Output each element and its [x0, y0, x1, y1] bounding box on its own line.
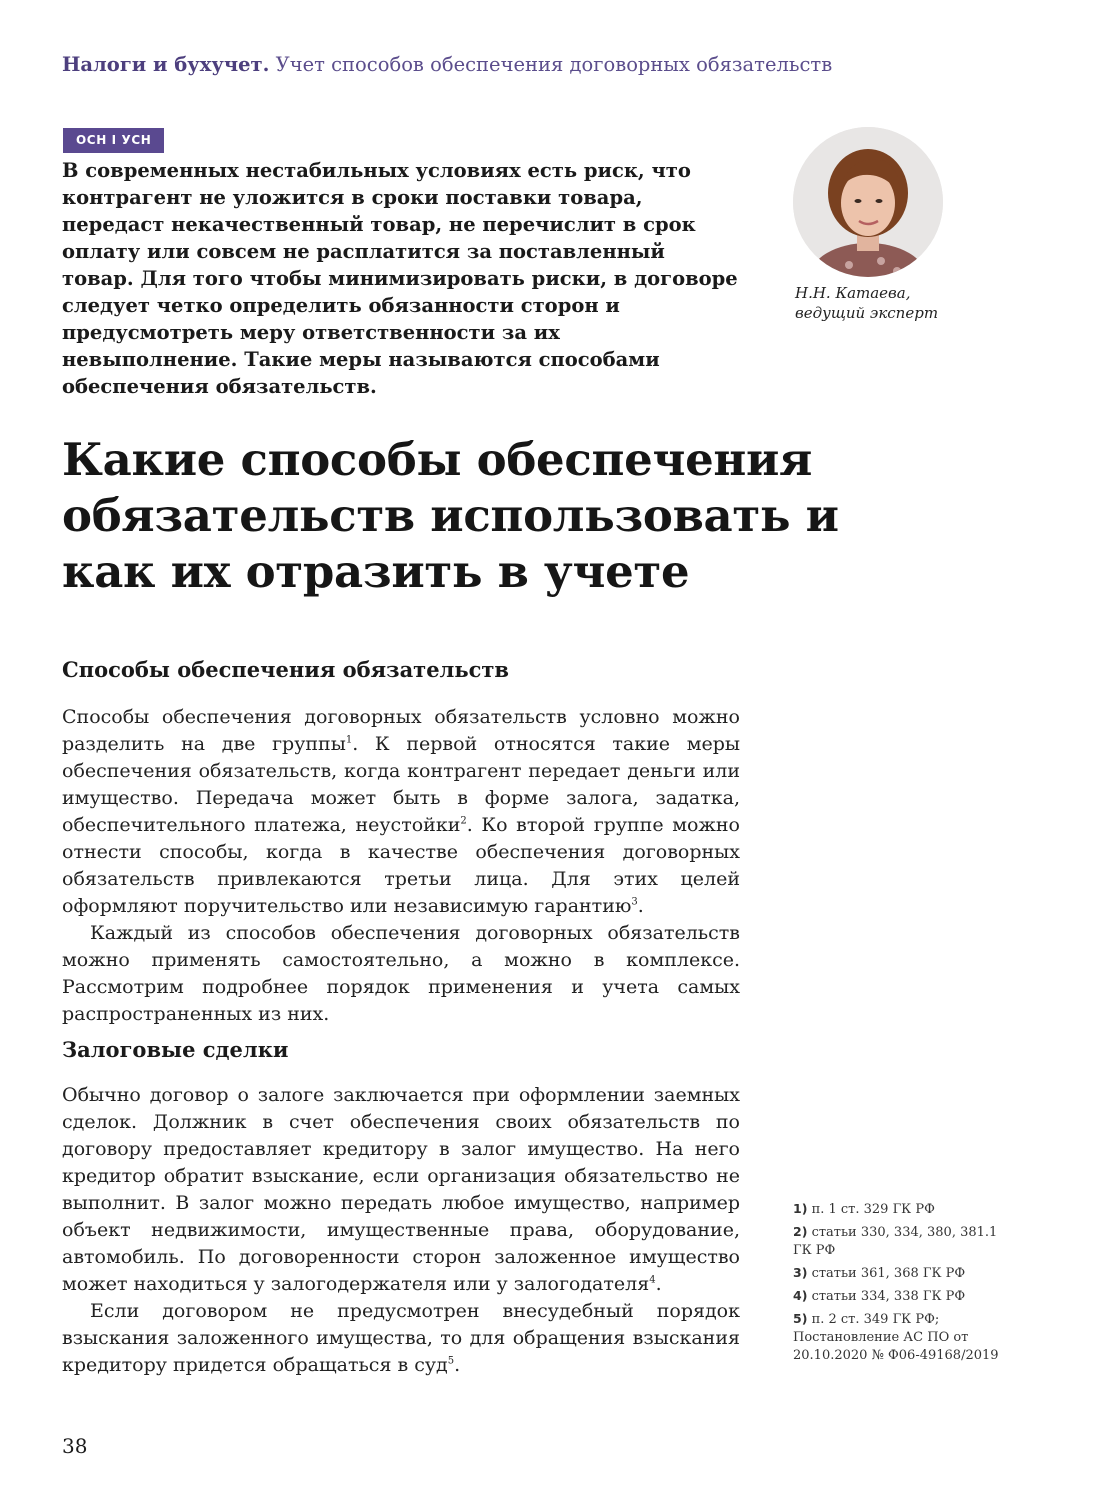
footnote: 3) статьи 361, 368 ГК РФ	[793, 1265, 966, 1281]
author-role: ведущий эксперт	[795, 304, 939, 322]
header-topic: Учет способов обеспечения договорных обязательств	[275, 53, 833, 76]
footnote: 2) статьи 330, 334, 380, 381.1 ГК РФ	[793, 1224, 998, 1258]
footnote-ref: 2	[460, 815, 467, 827]
footnote-ref: 4	[649, 1274, 656, 1286]
footnote: 5) п. 2 ст. 349 ГК РФ; Постановление АС ПО от 20.10.2020 № Ф06-49168/2019	[793, 1311, 999, 1363]
author-name: Н.Н. Катаева,	[795, 284, 911, 302]
footnotes	[793, 1200, 1013, 1369]
tax-regime-tag: ОСН I УСН	[63, 128, 164, 153]
section-heading-methods: Способы обеспечения обязательств	[62, 657, 510, 682]
section-body-pledge	[62, 1082, 740, 1379]
lead-paragraph: В современных нестабильных условиях есть риск, что контрагент не уложится в сроки поставки товара, передаст некачественный товар, не перечислит в срок оплату или совсем не расплатится за поставленный товар. Для того чтобы минимизировать риски, в договоре следует четко определить обязанности сторон и предусмотреть меру ответственности за их невыполнение. Такие меры называются способами обеспечения обязательств.	[62, 159, 738, 398]
paragraph: Обычно договор о залоге заключается при оформлении заемных сделок. Должник в счет обеспечения своих обязательств по договору предоставляет кредитору в залог имущество. На него кредитор обратит взыскание, если организация обязательство не выполнит. В залог можно передать любое имущество, например объект недвижимости, имущественные права, оборудование, автомобиль. По договоренности сторон заложенное имущество может находиться у залогодержателя или у залогодателя$^4$.	[62, 1084, 740, 1295]
section-heading-pledge: Залоговые сделки	[62, 1037, 289, 1062]
header-section: Налоги и бухучет.	[62, 53, 270, 76]
page-number: 38	[62, 1434, 88, 1458]
paragraph: Способы обеспечения договорных обязательств условно можно разделить на две группы$^1$. К первой относятся такие меры обеспечения обязательств, когда контрагент передает деньги или имущество. Передача может быть в форме залога, задатка, обеспечительного платежа, неустойки$^2$. Ко второй группе можно отнести способы, когда в качестве обеспечения договорных обязательств привлекаются третьи лица. Для этих целей оформляют поручительство или независимую гарантию$^3$.	[62, 706, 740, 917]
paragraph: Если договором не предусмотрен внесудебный порядок взыскания заложенного имущества, то для обращения взыскания кредитору придется обращаться в суд$^5$.	[62, 1300, 740, 1376]
footnote-ref: 1	[345, 734, 353, 746]
footnote: 4) статьи 334, 338 ГК РФ	[793, 1288, 966, 1304]
author-caption	[795, 283, 938, 323]
footnote-ref: 5	[447, 1355, 455, 1367]
article-title: Какие способы обеспечения обязательств использовать и как их отразить в учете	[62, 433, 839, 598]
footnote: 1) п. 1 ст. 329 ГК РФ	[793, 1201, 935, 1217]
paragraph: Каждый из способов обеспечения договорных обязательств можно применять самостоятельно, а можно в комплексе. Рассмотрим подробнее порядок применения и учета самых распространенных из них.	[62, 922, 740, 1025]
author-photo	[793, 127, 943, 277]
running-header	[62, 53, 832, 76]
section-body-methods	[62, 704, 740, 1028]
footnote-ref: 3	[631, 896, 638, 908]
